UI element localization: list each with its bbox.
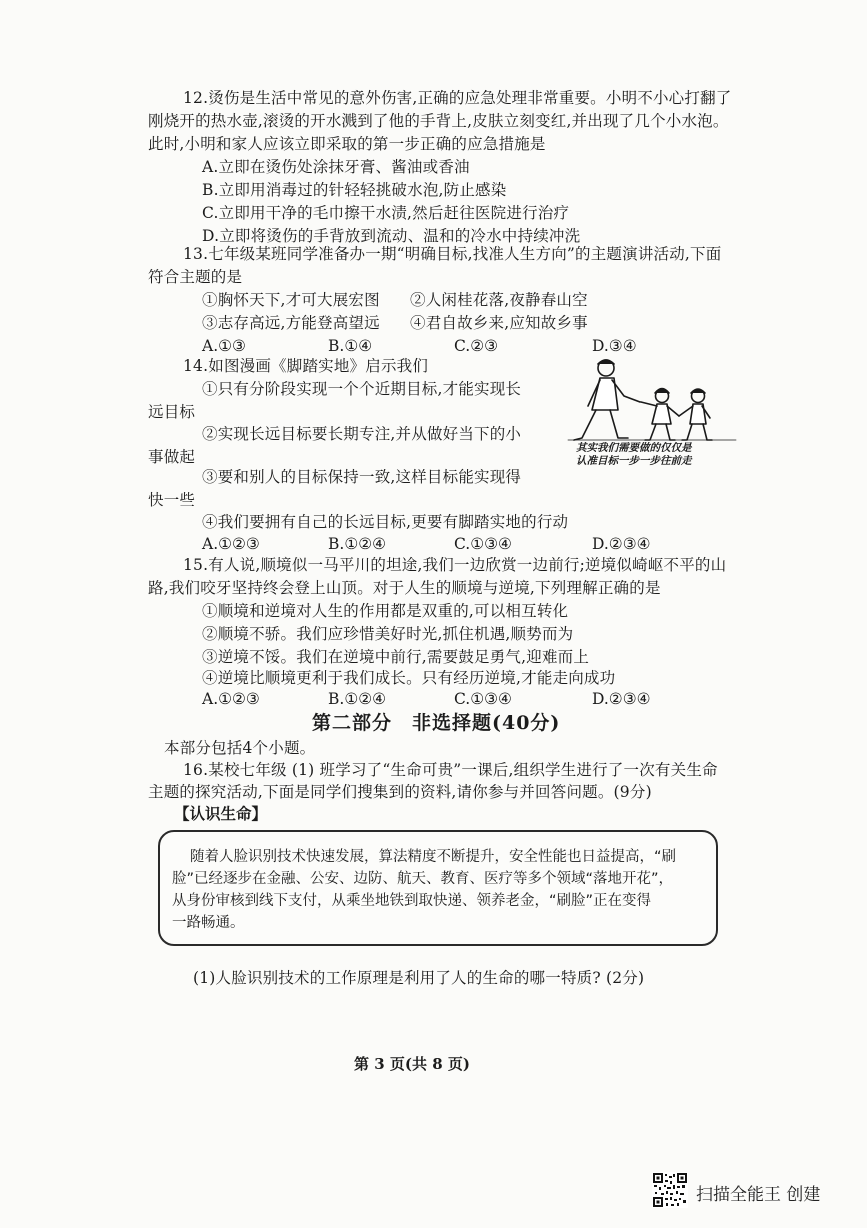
q13-statement-1: ①胸怀天下,才可大展宏图 (202, 291, 380, 309)
q15-statement-3: ③逆境不馁。我们在逆境中前行,需要鼓足勇气,迎难而上 (202, 648, 590, 666)
q16-line-2: 主题的探究活动,下面是同学们搜集到的资料,请你参与并回答问题。(9分) (148, 783, 652, 801)
page-number: 第 3 页(共 8 页) (354, 1055, 470, 1073)
q13-statement-2: ②人闲桂花落,夜静春山空 (410, 291, 588, 309)
q15-option-a: A.①②③ (202, 690, 260, 708)
q15-option-c: C.①③④ (454, 690, 512, 708)
q14-line-1: 14.如图漫画《脚踏实地》启示我们 (183, 357, 429, 375)
q13-statement-3: ③志存高远,方能登高望远 (202, 314, 380, 332)
q14-statement-2a: ②实现长远目标要长期专注,并从做好当下的小 (202, 425, 522, 443)
q12-option-d: D.立即将烫伤的手背放到流动、温和的冷水中持续冲洗 (202, 227, 581, 245)
q15-line-2: 路,我们咬牙坚持终会登上山顶。对于人生的顺境与逆境,下列理解正确的是 (148, 579, 661, 597)
q13-line-1: 13.七年级某班同学准备办一期“明确目标,找准人生方向”的主题演讲活动,下面 (183, 245, 722, 263)
q14-statement-2b: 事做起 (148, 448, 196, 466)
cartoon-caption-line-1: 其实我们需要做的仅仅是 (576, 442, 692, 454)
q14-option-d: D.②③④ (592, 535, 651, 553)
q13-option-b: B.①④ (328, 337, 373, 355)
q14-statement-4: ④我们要拥有自己的长远目标,更要有脚踏实地的行动 (202, 513, 569, 531)
q15-option-d: D.②③④ (592, 690, 651, 708)
q14-option-a: A.①②③ (202, 535, 260, 553)
q13-line-2: 符合主题的是 (148, 268, 243, 286)
q12-option-c: C.立即用干净的毛巾擦干水渍,然后赶往医院进行治疗 (202, 204, 570, 222)
material-box (158, 830, 718, 946)
part-two-intro: 本部分包括4个小题。 (164, 739, 316, 757)
cartoon-caption-line-2: 认准目标一步一步往前走 (576, 455, 692, 467)
q14-option-c: C.①③④ (454, 535, 512, 553)
q13-option-d: D.③④ (592, 337, 637, 355)
q14-statement-1a: ①只有分阶段实现一个个近期目标,才能实现长 (202, 380, 522, 398)
scanner-watermark-text: 扫描全能王 创建 (696, 1185, 821, 1205)
q15-line-1: 15.有人说,顺境似一马平川的坦途,我们一边欣赏一边前行;逆境似崎岖不平的山 (183, 556, 727, 574)
q15-statement-4: ④逆境比顺境更利于我们成长。只有经历逆境,才能走向成功 (202, 669, 616, 687)
material-line-4: 一路畅通。 (172, 915, 245, 931)
q12-line-1: 12.烫伤是生活中常见的意外伤害,正确的应急处理非常重要。小明不小心打翻了 (183, 89, 732, 107)
q15-option-b: B.①②④ (328, 690, 387, 708)
q15-statement-1: ①顺境和逆境对人生的作用都是双重的,可以相互转化 (202, 602, 569, 620)
q14-statement-1b: 远目标 (148, 403, 196, 421)
q14-statement-3b: 快一些 (148, 491, 196, 509)
q13-statement-4: ④君自故乡来,应知故乡事 (410, 314, 588, 332)
section-heading-know-life: 【认识生命】 (174, 804, 268, 823)
material-line-3: 从身份审核到线下支付，从乘坐地铁到取快递、领养老金，“刷脸”正在变得 (172, 893, 652, 909)
part-two-heading: 第二部分 非选择题(40分) (312, 712, 561, 734)
material-line-1: 随着人脸识别技术快速发展，算法精度不断提升，安全性能也日益提高，“刷 (190, 849, 677, 865)
q14-option-b: B.①②④ (328, 535, 387, 553)
q12-option-a: A.立即在烫伤处涂抹牙膏、酱油或香油 (202, 158, 470, 176)
q12-line-2: 刚烧开的热水壶,滚烫的开水溅到了他的手背上,皮肤立刻变红,并出现了几个小水泡。 (148, 112, 729, 130)
material-line-2: 脸”已经逐步在金融、公安、边防、航天、教育、医疗等多个领域“落地开花”， (172, 871, 674, 887)
q13-option-c: C.②③ (454, 337, 499, 355)
q16-line-1: 16.某校七年级 (1) 班学习了“生命可贵”一课后,组织学生进行了一次有关生命 (183, 761, 718, 779)
q12-option-b: B.立即用消毒过的针轻轻挑破水泡,防止感染 (202, 181, 507, 199)
q14-statement-3a: ③要和别人的目标保持一致,这样目标能实现得 (202, 468, 522, 486)
q15-statement-2: ②顺境不骄。我们应珍惜美好时光,抓住机遇,顺势而为 (202, 625, 574, 643)
q12-line-3: 此时,小明和家人应该立即采取的第一步正确的应急措施是 (148, 135, 546, 153)
scanner-watermark (652, 1172, 852, 1212)
q13-option-a: A.①③ (202, 337, 246, 355)
qr-code-icon (652, 1172, 688, 1208)
cartoon-caption (576, 442, 746, 468)
q16-subquestion-1: (1)人脸识别技术的工作原理是利用了人的生命的哪一特质? (2分) (193, 969, 645, 987)
